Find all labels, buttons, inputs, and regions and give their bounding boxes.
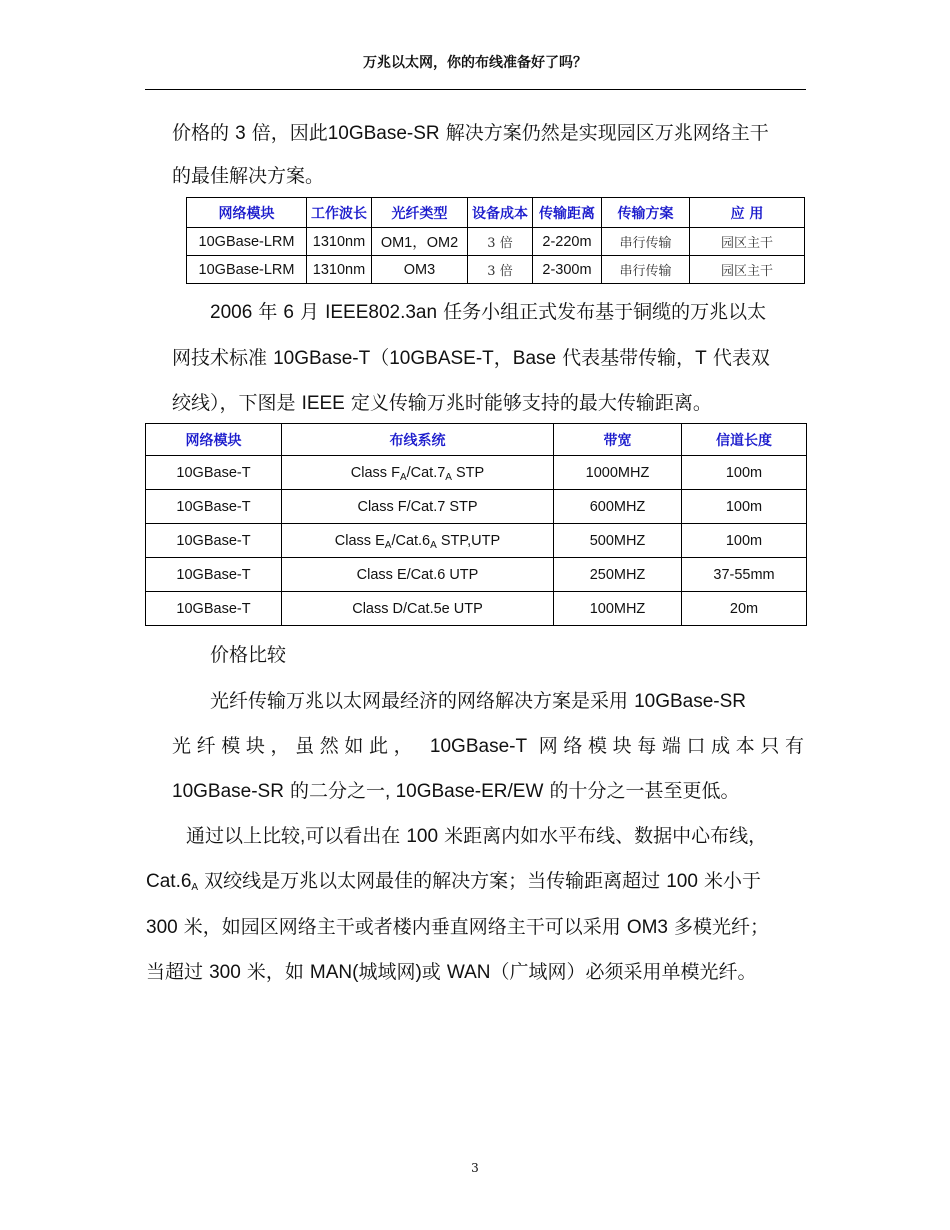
table-cell: 100m bbox=[682, 490, 807, 524]
table-row bbox=[146, 558, 807, 592]
text: 6 bbox=[283, 302, 294, 323]
text: ， bbox=[493, 347, 513, 369]
table-cell: 100MHZ bbox=[554, 592, 682, 626]
text: 300 bbox=[146, 917, 178, 938]
text: 米距离内如水平布线、数据中心布线， bbox=[444, 825, 768, 847]
subscript: A bbox=[445, 471, 452, 483]
table-cell: 园区主干 bbox=[690, 228, 805, 256]
page-number: 3 bbox=[471, 1161, 479, 1175]
table-row bbox=[146, 456, 807, 490]
text: 米小于 bbox=[703, 870, 761, 892]
text: 网络模块每端口成本只有 bbox=[538, 735, 804, 757]
table-cell: 1310nm bbox=[307, 256, 372, 284]
subscript: A bbox=[191, 882, 199, 893]
text: 通过以上比较 bbox=[186, 825, 301, 847]
text: Class E bbox=[334, 532, 385, 549]
text: 城域网 bbox=[358, 961, 416, 983]
text: 10GBase-T bbox=[429, 736, 528, 757]
table-row bbox=[146, 592, 807, 626]
para3-line2 bbox=[172, 731, 804, 758]
column-header: 光纤类型 bbox=[372, 198, 468, 228]
text: Class D/Cat.5e UTP bbox=[352, 600, 483, 617]
text: Class F/Cat.7 STP bbox=[357, 498, 478, 515]
table-cell: OM1，OM2 bbox=[372, 228, 468, 256]
subscript: A bbox=[384, 539, 392, 551]
text: STP bbox=[451, 464, 485, 481]
table-cell: OM3 bbox=[372, 256, 468, 284]
para4-line3 bbox=[146, 912, 804, 939]
table-row bbox=[146, 490, 807, 524]
text: 月 bbox=[300, 301, 320, 323]
text: 10GBase-T bbox=[273, 348, 371, 369]
table-cell: 10GBase-T bbox=[146, 592, 282, 626]
text: 年 bbox=[258, 301, 278, 323]
para4-line1 bbox=[186, 821, 804, 848]
text: 当超过 bbox=[146, 961, 204, 983]
text: 代表双 bbox=[712, 347, 770, 369]
table-cell: 2-220m bbox=[533, 228, 602, 256]
table-cell: 园区主干 bbox=[690, 256, 805, 284]
column-header: 带宽 bbox=[554, 424, 682, 456]
para2-line3 bbox=[172, 388, 804, 415]
text: 10GBase-SR bbox=[327, 123, 440, 144]
text: 100 bbox=[406, 826, 439, 847]
text: 300 bbox=[209, 962, 241, 983]
table-cell: 2-300m bbox=[533, 256, 602, 284]
text: IEEE802.3an bbox=[325, 302, 438, 323]
column-header: 布线系统 bbox=[282, 424, 554, 456]
text: MAN( bbox=[309, 962, 359, 983]
text: ) bbox=[415, 962, 422, 983]
column-header: 应 用 bbox=[690, 198, 805, 228]
text: （广域网）必须采用单模光纤。 bbox=[490, 961, 757, 983]
table-header-row bbox=[146, 424, 807, 456]
table-cell: 10GBase-T bbox=[146, 524, 282, 558]
text: 双绞线是万兆以太网最佳的解决方案；当传输距离超过 bbox=[204, 870, 661, 892]
text: 3 bbox=[235, 123, 246, 144]
text: Cat.6 bbox=[146, 871, 192, 892]
table-cell: 500MHZ bbox=[554, 524, 682, 558]
text: 多模光纤； bbox=[674, 916, 770, 938]
text: /Cat.6 bbox=[391, 532, 431, 549]
table-row bbox=[187, 228, 805, 256]
text: Class E/Cat.6 UTP bbox=[356, 566, 479, 583]
subscript: A bbox=[430, 539, 437, 551]
table-cell bbox=[282, 524, 554, 558]
column-header: 网络模块 bbox=[146, 424, 282, 456]
text: Base bbox=[512, 348, 557, 369]
text: 或 bbox=[421, 961, 441, 983]
table-cell bbox=[282, 490, 554, 524]
text: WAN bbox=[446, 962, 491, 983]
column-header: 信道长度 bbox=[682, 424, 807, 456]
text: 定义传输万兆时能够支持的最大传输距离。 bbox=[350, 392, 712, 414]
text: （ bbox=[370, 347, 390, 369]
text: Class F bbox=[350, 464, 400, 481]
table-cell bbox=[282, 456, 554, 490]
text: 10GBase-SR bbox=[634, 691, 747, 712]
table-row bbox=[146, 524, 807, 558]
table-header-row bbox=[187, 198, 805, 228]
text: , bbox=[300, 826, 306, 847]
table-cell: 600MHZ bbox=[554, 490, 682, 524]
para1-line2: 的最佳解决方案。 bbox=[172, 165, 325, 187]
text: 光纤传输万兆以太网最经济的网络解决方案是采用 bbox=[210, 690, 629, 712]
text: 10GBase-SR bbox=[172, 781, 284, 802]
para2-line1 bbox=[210, 297, 804, 324]
table-cell: 1310nm bbox=[307, 228, 372, 256]
text: 米，如园区网络主干或者楼内垂直网络主干可以采用 bbox=[183, 916, 621, 938]
table-cell: 100m bbox=[682, 456, 807, 490]
text: 价格的 bbox=[172, 122, 230, 144]
table-cell: 37-55mm bbox=[682, 558, 807, 592]
table-cell: 10GBase-T bbox=[146, 456, 282, 490]
para1-line1 bbox=[172, 118, 804, 145]
para3-line1 bbox=[210, 686, 804, 713]
header-divider bbox=[145, 89, 806, 90]
para3-line3 bbox=[172, 776, 804, 803]
table-cell: 100m bbox=[682, 524, 807, 558]
text: 的十分之一甚至更低。 bbox=[549, 780, 740, 802]
text: /Cat.7 bbox=[406, 464, 446, 481]
text: 任务小组正式发布基于铜缆的万兆以太 bbox=[443, 301, 767, 323]
text: 光纤模块，虽然如此， bbox=[172, 735, 419, 757]
table-cell bbox=[282, 558, 554, 592]
table-cell: 3 倍 bbox=[468, 228, 533, 256]
column-header: 工作波长 bbox=[307, 198, 372, 228]
subscript: A bbox=[399, 471, 407, 483]
table-cell: 250MHZ bbox=[554, 558, 682, 592]
table-cell: 10GBase-LRM bbox=[187, 228, 307, 256]
text: IEEE bbox=[301, 393, 345, 414]
table-cell: 10GBase-T bbox=[146, 558, 282, 592]
copper-cabling-table bbox=[145, 423, 807, 626]
table-cell: 10GBase-LRM bbox=[187, 256, 307, 284]
text: 绞线），下图是 bbox=[172, 392, 296, 414]
text: 网技术标准 bbox=[172, 347, 268, 369]
table-row bbox=[187, 256, 805, 284]
text: 解决方案仍然是实现园区万兆网络主干 bbox=[445, 122, 769, 144]
para4-line2 bbox=[146, 866, 804, 893]
table-cell: 串行传输 bbox=[602, 256, 690, 284]
text: 米，如 bbox=[246, 961, 304, 983]
table-cell: 10GBase-T bbox=[146, 490, 282, 524]
fiber-module-table bbox=[186, 197, 805, 284]
text: 代表基带传输， bbox=[562, 347, 696, 369]
section-title: 价格比较 bbox=[210, 644, 287, 666]
table-cell: 1000MHZ bbox=[554, 456, 682, 490]
text: 2006 bbox=[210, 302, 253, 323]
para2-line2 bbox=[172, 343, 804, 370]
text: 10GBASE-T bbox=[389, 348, 494, 369]
column-header: 传输方案 bbox=[602, 198, 690, 228]
text: T bbox=[695, 348, 707, 369]
table-cell: 串行传输 bbox=[602, 228, 690, 256]
table-cell bbox=[282, 592, 554, 626]
table-cell: 3 倍 bbox=[468, 256, 533, 284]
text: 100 bbox=[666, 871, 698, 892]
text: OM3 bbox=[626, 917, 668, 938]
column-header: 网络模块 bbox=[187, 198, 307, 228]
text: , 10GBase-ER/EW bbox=[385, 781, 544, 802]
text: STP,UTP bbox=[436, 532, 501, 549]
column-header: 传输距离 bbox=[533, 198, 602, 228]
text: 的二分之一 bbox=[290, 780, 386, 802]
text: 可以看出在 bbox=[305, 825, 401, 847]
para4-line4 bbox=[146, 957, 804, 984]
page-header: 万兆以太网，你的布线准备好了吗？ bbox=[363, 55, 587, 71]
text: 倍，因此 bbox=[251, 122, 328, 144]
table-cell: 20m bbox=[682, 592, 807, 626]
column-header: 设备成本 bbox=[468, 198, 533, 228]
